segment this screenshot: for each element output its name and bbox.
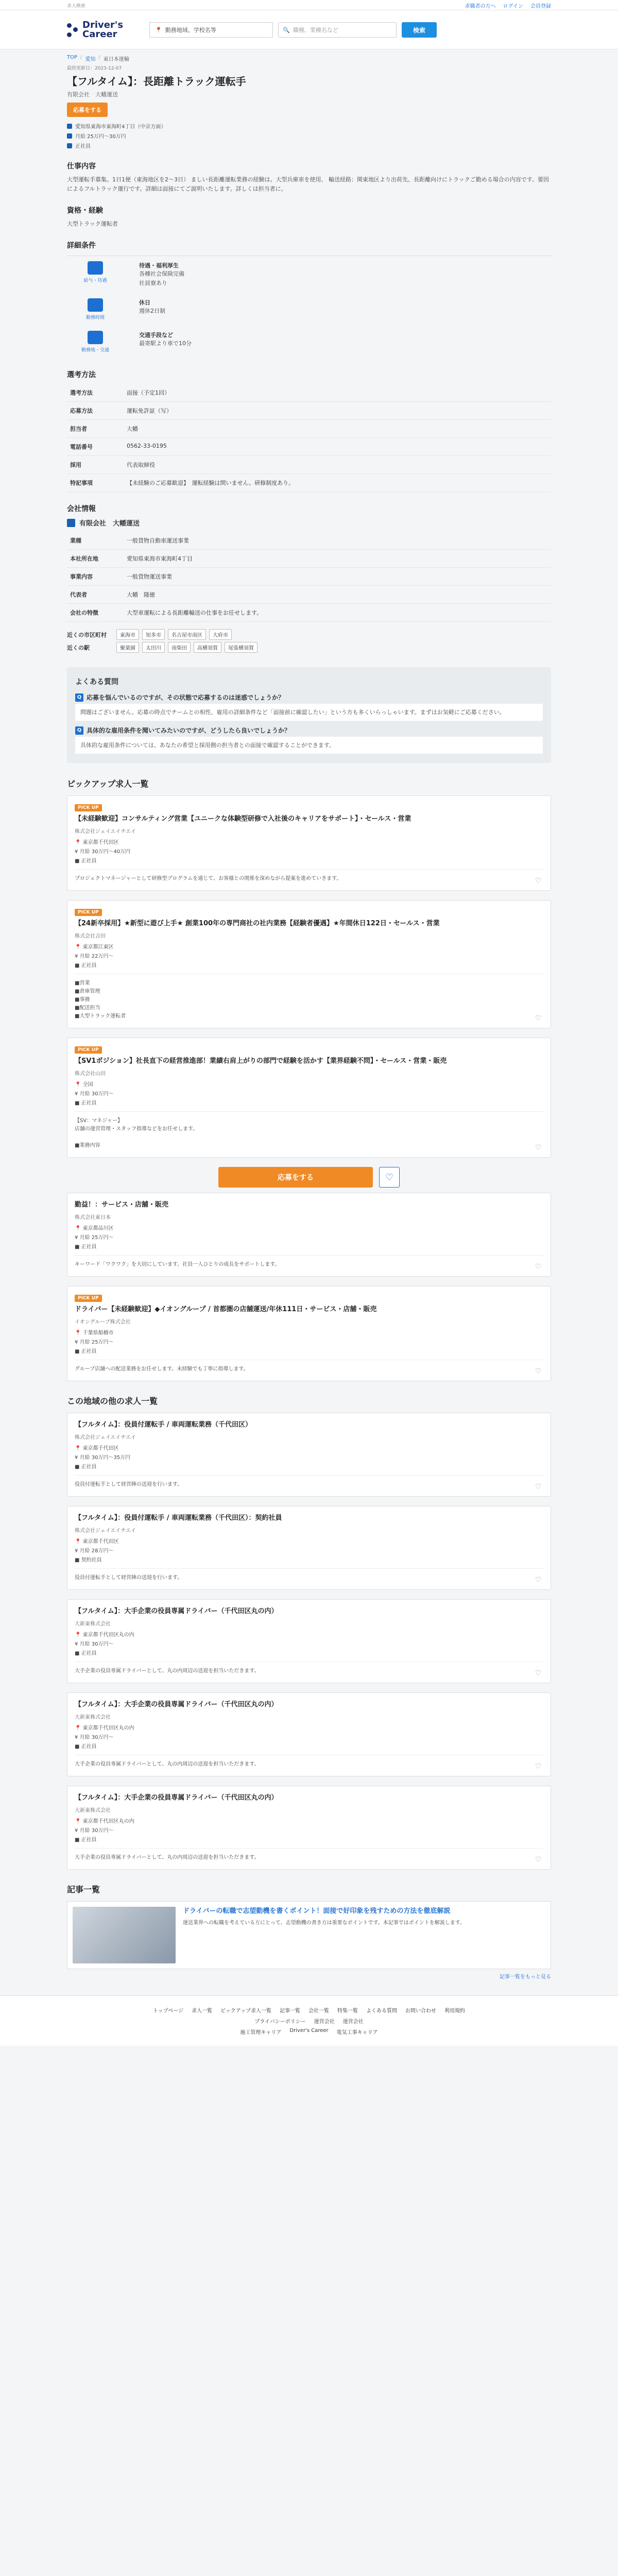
job-card-company: 株式会社吉田 — [75, 934, 106, 939]
login-link[interactable]: ログイン — [503, 3, 523, 9]
favorite-heart-icon[interactable]: ♡ — [535, 1483, 542, 1491]
footer-link[interactable]: 施工管理キャリア — [240, 2030, 282, 2036]
footer — [0, 1995, 618, 2046]
job-card-title[interactable]: 【フルタイム】：役員付運転手 / 車両運転業務（千代田区） — [75, 1421, 252, 1429]
tag-city[interactable]: 知多市 — [142, 629, 165, 640]
job-card-company: 大新東株式会社 — [75, 1715, 111, 1720]
main — [67, 49, 551, 1980]
favorite-button[interactable]: ♡ — [379, 1167, 400, 1188]
apply-bar — [67, 1167, 551, 1188]
faq-question: Q 応募を悩んでいるのですが、その状態で応募するのは迷惑でしょうか？ — [75, 693, 543, 702]
job-title: 【フルタイム】：長距離トラック運転手 — [67, 75, 246, 88]
job-card-salary: ¥ 月給 28万円〜 — [75, 1548, 114, 1554]
question-icon: Q — [75, 693, 83, 702]
article-body: 運送業界への転職を考えている方にとって、志望動機の書き方は重要なポイントです。本記事ではポイントを解説します。 — [183, 1920, 465, 1926]
location-icon — [67, 124, 72, 129]
faq-answer: 問題はございません。応募の時点でチームとの相性、雇用の詳細条件など「面接前に確認したい」という方も多くいらっしゃいます。まずはお気軽にご応募ください。 — [75, 704, 543, 721]
job-card-title[interactable]: 【SV1ポジション】社長直下の経営推進部！業績右肩上がりの部門で経験を活かす【業界経験不問】・セールス・営業・販売 — [75, 1057, 447, 1065]
table-row: 特記事項 【未経験のご応募歓迎】 運転経験は問いません。研修制度あり。 — [67, 474, 551, 492]
breadcrumb-top[interactable]: TOP — [67, 55, 78, 60]
table-row: 会社の特徴 大型車運転による長距離輸送の仕事をお任せします。 — [67, 604, 551, 622]
table-row: 代表者 大幡 隆徳 — [67, 586, 551, 604]
job-card[interactable] — [67, 1038, 551, 1158]
tag-city[interactable]: 大府市 — [209, 629, 232, 640]
favorite-heart-icon[interactable]: ♡ — [535, 1669, 542, 1677]
faq-answer: 具体的な雇用条件については、あなたの希望と採用側の担当者との面接で確認することができます。 — [75, 737, 543, 754]
apply-button[interactable]: 応募をする — [218, 1167, 373, 1188]
job-card[interactable] — [67, 1786, 551, 1870]
table-row: 選考方法 面接（予定1回） — [67, 384, 551, 402]
job-card-address: 📍 東京都千代田区 — [75, 1539, 119, 1545]
wallet-icon — [88, 261, 103, 275]
job-card[interactable] — [67, 1193, 551, 1277]
keyword-search-input[interactable]: 🔍 職種、業種名など — [278, 22, 397, 38]
pickup-badge: PICK UP — [75, 1295, 102, 1302]
building-icon — [67, 519, 75, 527]
qual-title: 資格・経験 — [67, 207, 103, 215]
footer-link[interactable]: 運営会社 — [314, 2019, 335, 2025]
job-card-company: 株式会社ジェイエイチエイ — [75, 829, 136, 835]
footer-link[interactable]: 利用規約 — [444, 2008, 465, 2014]
calendar-icon — [88, 298, 103, 312]
job-card-salary: ¥ 月給 25万円〜 — [75, 1235, 114, 1241]
job-card-title[interactable]: 【未経験歓迎】コンサルティング営業【ユニークな体験型研修で入社後のキャリアをサポート】・セールス・営業 — [75, 815, 411, 823]
job-card-salary: ¥ 月給 25万円〜 — [75, 1340, 114, 1345]
pickup-badge: PICK UP — [75, 804, 102, 811]
job-type: 正社員 — [75, 144, 91, 149]
search-button[interactable]: 検索 — [402, 22, 437, 38]
job-card-title[interactable]: 【フルタイム】：大手企業の役員専属ドライバー（千代田区丸の内） — [75, 1701, 278, 1708]
job-salary: 月給 25万円〜30万円 — [75, 134, 126, 140]
article-title[interactable]: ドライバーの転職で志望動機を書くポイント！面接で好印象を残すための方法を徹底解説 — [183, 1907, 451, 1915]
apply-title: 選考方法 — [67, 371, 96, 379]
job-card-type: ■ 正社員 — [75, 1100, 97, 1106]
job-card-desc: 役員付運転手として経営陣の送迎を行います。 — [75, 1568, 543, 1582]
job-card-address: 📍 東京都千代田区丸の内 — [75, 1819, 134, 1824]
job-card-salary: ¥ 月給 30万円〜40万円 — [75, 849, 131, 855]
table-row: 業種 一般貨物自動車運送事業 — [67, 532, 551, 550]
job-card-address: 📍 東京都千代田区 — [75, 840, 119, 845]
footer-link[interactable]: 記事一覧 — [280, 2008, 300, 2014]
tag-city[interactable]: 名古屋市南区 — [168, 629, 206, 640]
footer-link[interactable]: お問い合わせ — [405, 2008, 436, 2014]
tag-station[interactable]: 聚楽園 — [116, 642, 139, 653]
question-icon: Q — [75, 726, 83, 735]
job-card-company: 大新東株式会社 — [75, 1808, 111, 1814]
table-row: 電話番号 0562-33-0195 — [67, 438, 551, 456]
pickup-badge: PICK UP — [75, 1046, 102, 1054]
job-card-company: 株式会社ジェイエイチエイ — [75, 1435, 136, 1440]
tag-station[interactable]: 南柴田 — [168, 642, 191, 653]
detail-icon-time: 勤務時間 — [67, 298, 124, 320]
apply-table — [67, 384, 551, 492]
table-row: 採用 代表取締役 — [67, 456, 551, 474]
favorite-heart-icon[interactable]: ♡ — [535, 1762, 542, 1771]
tag-row-cities: 近くの市区町村 東海市 知多市 名古屋市南区 大府市 — [67, 629, 551, 640]
favorite-heart-icon[interactable]: ♡ — [535, 1367, 542, 1376]
others-list — [67, 1413, 551, 1870]
company-table — [67, 532, 551, 622]
job-card-type: ■ 正社員 — [75, 1464, 97, 1470]
job-card-address: 📍 東京都千代田区丸の内 — [75, 1725, 134, 1731]
pickup-list — [67, 795, 551, 1381]
detail-body-2: 週休2日制 — [139, 308, 165, 314]
job-card-salary: ¥ 月給 30万円〜 — [75, 1091, 114, 1097]
top-bar — [0, 0, 618, 10]
work-text: 大型運転手募集。1日1便（東海地区を2〜3日） ましい長距離運転業務の経験は。大型兵庫車を使用、 輸送経路：関東地区より出荷先、長距離向けにトラックご勤める場合の内容です。要因によるフルトラック運行です。詳細は面接にてご説明いたします。詳しくは担当者に。 — [67, 176, 549, 192]
job-card-type: ■ 正社員 — [75, 1349, 97, 1354]
logo-icon — [67, 21, 79, 39]
yen-icon — [67, 133, 72, 139]
company-title: 会社情報 — [67, 505, 96, 513]
site-sub: 求人検索 — [67, 3, 86, 9]
table-row: 本社所在地 愛知県東海市東海町4丁目 — [67, 550, 551, 568]
job-card-salary: ¥ 月給 30万円〜 — [75, 1641, 114, 1647]
faq-section — [67, 667, 551, 763]
table-row: 担当者 大幡 — [67, 420, 551, 438]
map-pin-icon — [88, 331, 103, 344]
job-card-title[interactable]: 【フルタイム】：大手企業の役員専属ドライバー（千代田区丸の内） — [75, 1794, 278, 1802]
tag-row-stations: 近くの駅 聚楽園 太田川 南柴田 高横須賀 尾張横須賀 — [67, 642, 551, 653]
tag-station[interactable]: 太田川 — [142, 642, 165, 653]
job-card-address: 📍 東京都品川区 — [75, 1226, 114, 1231]
company-line: 有限会社 大幡運送 — [67, 91, 118, 98]
table-row: 応募方法 運転免許証（写） — [67, 402, 551, 420]
job-card-desc: 【SV：マネジャー】 店舗の運営管理・スタッフ指導などをお任せします。 ■業務内容 — [75, 1111, 543, 1150]
footer-link[interactable]: トップページ — [152, 2008, 184, 2014]
job-card-salary: ¥ 月給 30万円〜 — [75, 1828, 114, 1834]
favorite-heart-icon[interactable]: ♡ — [535, 1014, 542, 1023]
more-articles-link[interactable]: 記事一覧をもっと見る — [500, 1974, 551, 1980]
job-card-desc: 大手企業の役員専属ドライバーとして、丸の内周辺の送迎を担当いただきます。 — [75, 1848, 543, 1862]
tag-station[interactable]: 尾張横須賀 — [225, 642, 258, 653]
detail-head-2: 休日 — [139, 299, 150, 306]
detail-body-1: 各種社会保険完備 社員寮あり — [139, 270, 184, 286]
favorite-heart-icon[interactable]: ♡ — [535, 877, 542, 885]
article-thumbnail — [73, 1907, 176, 1963]
job-card-salary: ¥ 月給 22万円〜 — [75, 954, 114, 959]
job-card-desc: グループ店舗への配送業務をお任せします。未経験でも丁寧に指導します。 — [75, 1360, 543, 1374]
job-card[interactable] — [67, 1692, 551, 1776]
job-card[interactable] — [67, 1286, 551, 1381]
job-card-company: 株式会社ジェイエイチエイ — [75, 1528, 136, 1534]
tag-station[interactable]: 高横須賀 — [194, 642, 221, 653]
logo-line1: Driver's — [82, 20, 124, 30]
footer-link[interactable]: 会社一覧 — [308, 2008, 329, 2014]
job-card-desc: 役員付運転手として経営陣の送迎を行います。 — [75, 1475, 543, 1489]
detail-body-3: 最寄駅より車で10分 — [139, 340, 192, 347]
job-card[interactable] — [67, 1506, 551, 1590]
others-title: この地域の他の求人一覧 — [67, 1396, 158, 1406]
job-card[interactable] — [67, 795, 551, 891]
job-card-title[interactable]: 【フルタイム】：大手企業の役員専属ドライバー（千代田区丸の内） — [75, 1607, 278, 1615]
breadcrumb-current: 東日本運輸 — [103, 57, 129, 62]
job-card[interactable] — [67, 1413, 551, 1497]
footer-link[interactable]: よくある質問 — [366, 2008, 397, 2014]
job-card-type: ■ 正社員 — [75, 963, 97, 969]
work-title: 仕事内容 — [67, 162, 96, 171]
detail-head-1: 待遇・福利厚生 — [139, 262, 179, 269]
tag-city[interactable]: 東海市 — [116, 629, 139, 640]
detail-title: 詳細条件 — [67, 242, 96, 250]
favorite-heart-icon[interactable]: ♡ — [535, 1263, 542, 1271]
site-logo[interactable] — [67, 21, 144, 39]
job-card-desc: プロジェクトマネージャーとして研修型プログラムを通じて、お客様との関係を深めながら提案を進めていきます。 — [75, 869, 543, 883]
job-card-address: 📍 全国 — [75, 1082, 93, 1088]
job-card[interactable] — [67, 1599, 551, 1683]
favorite-heart-icon[interactable]: ♡ — [535, 1576, 542, 1584]
footer-link[interactable]: 電気工事キャリア — [336, 2030, 378, 2036]
qual-text: 大型トラック運転者 — [67, 221, 118, 227]
pickup-title: ピックアップ求人一覧 — [67, 779, 149, 789]
pickup-badge: PICK UP — [75, 909, 102, 916]
favorite-heart-icon[interactable]: ♡ — [535, 1144, 542, 1152]
employment-icon — [67, 143, 72, 148]
footer-link[interactable]: 特集一覧 — [337, 2008, 358, 2014]
detail-icon-salary: 給与・待遇 — [67, 261, 124, 288]
favorite-heart-icon[interactable]: ♡ — [535, 1856, 542, 1864]
footer-link[interactable]: 求人一覧 — [192, 2008, 213, 2014]
job-card-salary: ¥ 月給 30万円〜35万円 — [75, 1455, 131, 1461]
faq-question: Q 具体的な雇用条件を聞いてみたいのですが、どうしたら良いでしょうか？ — [75, 726, 543, 735]
job-card-desc: 大手企業の役員専属ドライバーとして、丸の内周辺の送迎を担当いただきます。 — [75, 1662, 543, 1675]
register-link[interactable]: 会員登録 — [530, 3, 551, 9]
articles-title: 記事一覧 — [67, 1885, 100, 1894]
job-card-desc: キーワード「ワクワク」を大切にしています。社員一人ひとりの成長をサポートします。 — [75, 1255, 543, 1269]
job-card-type: ■ 正社員 — [75, 858, 97, 864]
job-card-address: 📍 東京都千代田区 — [75, 1446, 119, 1451]
job-card-title[interactable]: 【フルタイム】：役員付運転手 / 車両運転業務（千代田区）：契約社員 — [75, 1514, 282, 1522]
job-card-type: ■ 正社員 — [75, 1651, 97, 1656]
footer-link[interactable]: ピックアップ求人一覧 — [220, 2008, 271, 2014]
job-card-address: 📍 東京都千代田区丸の内 — [75, 1632, 134, 1638]
article-card[interactable] — [67, 1901, 551, 1969]
job-card-desc: ■営業 ■倉庫管理 ■事務 ■配送担当 ■大型トラック運転者 — [75, 974, 543, 1021]
job-card-company: 大新東株式会社 — [75, 1621, 111, 1627]
logo-line2: Career — [82, 29, 117, 40]
job-card-company: イオングループ株式会社 — [75, 1319, 131, 1325]
table-row: 事業内容 一般貨物運送事業 — [67, 568, 551, 586]
job-card-company: 株式会社山田 — [75, 1071, 106, 1077]
footer-link[interactable]: Driver's Career — [289, 2028, 329, 2033]
job-card-title[interactable]: ドライバー【未経験歓迎】◆イオングループ / 首都圏の店舗運送/年休111日・サービス・店舗・販売 — [75, 1306, 377, 1313]
search-icon: 🔍 — [283, 26, 290, 33]
header — [0, 10, 618, 49]
job-card-desc: 大手企業の役員専属ドライバーとして、丸の内周辺の送迎を担当いただきます。 — [75, 1755, 543, 1769]
job-card-type: ■ 契約社員 — [75, 1557, 102, 1563]
job-card-company: 株式会社東日本 — [75, 1215, 111, 1221]
footer-link[interactable]: 運営会社 — [342, 2019, 364, 2025]
job-card-type: ■ 正社員 — [75, 1837, 97, 1843]
apply-button-top[interactable]: 応募をする — [67, 103, 108, 117]
topbar-link-1[interactable]: 求職者の方へ — [465, 3, 496, 9]
breadcrumb-area[interactable]: 愛知 — [85, 57, 96, 62]
faq-title: よくある質問 — [75, 678, 118, 686]
pin-icon: 📍 — [155, 26, 162, 33]
detail-head-3: 交通手段など — [139, 332, 173, 338]
breadcrumb: TOP / 愛知 / 東日本運輸 — [67, 55, 129, 62]
job-card-address: 📍 千葉県船橋市 — [75, 1330, 114, 1336]
footer-link[interactable]: プライバシーポリシー — [254, 2019, 306, 2025]
job-card-title[interactable]: 【24新卒採用】★新型に遊び上手★ 創業100年の専門商社の社内業務【経験者優遇】★年間休日122日・セールス・営業 — [75, 920, 440, 927]
job-card-type: ■ 正社員 — [75, 1244, 97, 1250]
job-card-address: 📍 東京都江東区 — [75, 944, 114, 950]
job-card[interactable] — [67, 900, 551, 1028]
detail-icon-access: 勤務地・交通 — [67, 331, 124, 353]
job-card-salary: ¥ 月給 30万円〜 — [75, 1735, 114, 1740]
job-card-type: ■ 正社員 — [75, 1744, 97, 1750]
job-address: 愛知県東海市東海町4丁目（中京方面） — [75, 124, 166, 130]
updated-date: 最終更新日：2023-12-07 — [67, 66, 122, 71]
company-name: 有限会社 大幡運送 — [79, 520, 140, 528]
location-search-input[interactable]: 📍 勤務地域、学校名等 — [149, 22, 273, 38]
job-card-title[interactable]: 勤益！：サービス・店舗・販売 — [75, 1201, 169, 1209]
